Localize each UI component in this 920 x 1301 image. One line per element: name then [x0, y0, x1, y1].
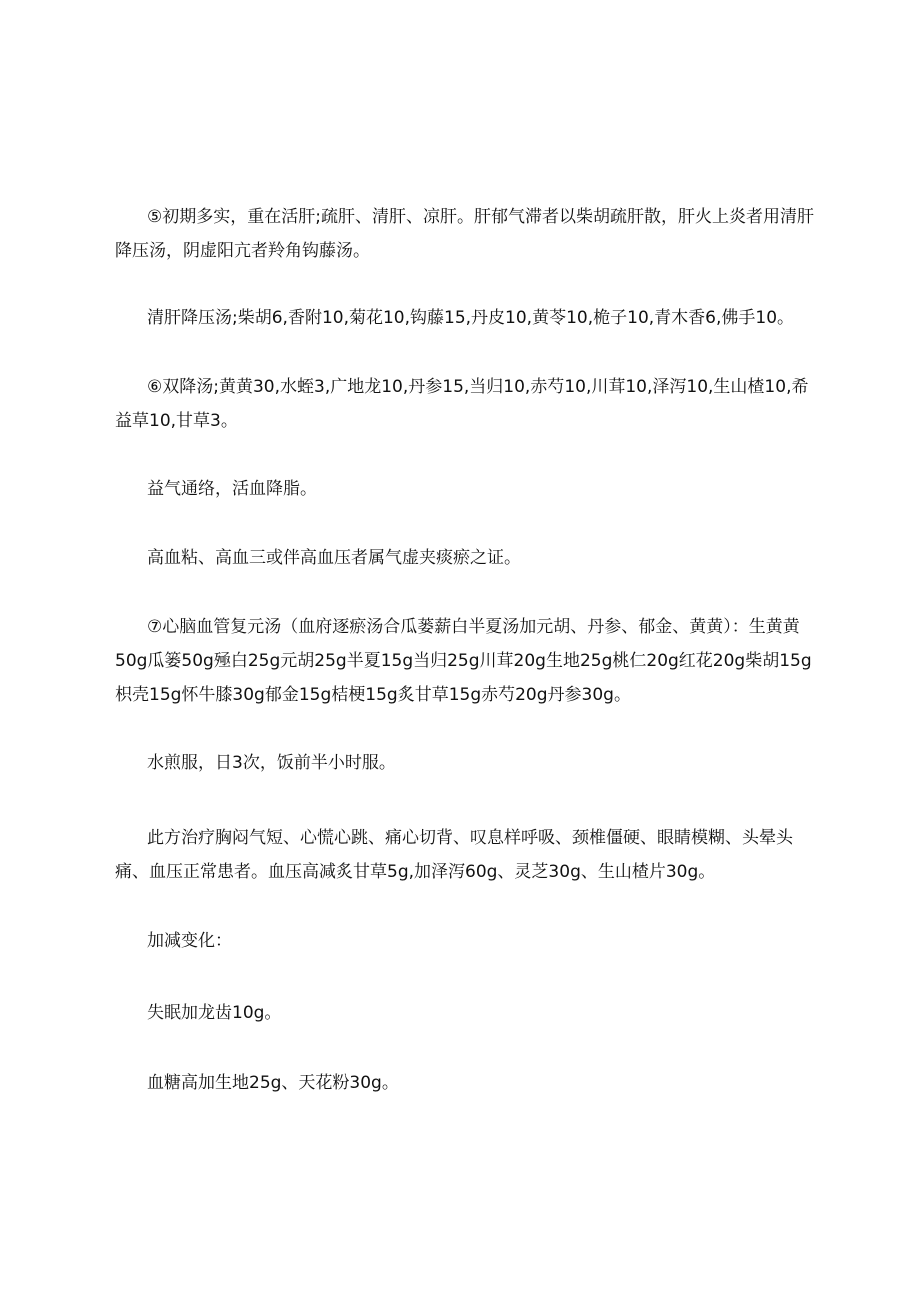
paragraph-qinggan-formula: 清肝降压汤;柴胡6,香附10,菊花10,钩藤15,丹皮10,黄苓10,桅子10,青木香6,佛手10。: [147, 308, 795, 328]
paragraph-usage: 水煎服，日3次，饭前半小时服。: [147, 753, 396, 773]
paragraph-insomnia: 失眠加龙齿10g。: [147, 1003, 282, 1023]
paragraph-blood-sugar: 血糖高加生地25g、天花粉30g。: [147, 1073, 399, 1093]
paragraph-shuangjiang-formula: ⑥双降汤;黄黄30,水蛭3,广地龙10,丹参15,当归10,赤芍10,川茸10,泽泻10,生山楂10,希益草10,甘草3。: [115, 377, 809, 431]
paragraph-treatment-scope: 此方治疗胸闷气短、心慌心跳、痛心切背、叹息样呼吸、颈椎僵硬、眼睛模糊、头晕头痛、血压正常患者。血压高减炙甘草5g,加泽泻60g、灵芝30g、生山楂片30g。: [115, 828, 793, 882]
paragraph-xinnao-formula: ⑦心脑血管复元汤（血府逐瘀汤合瓜蒌薪白半夏汤加元胡、丹参、郁金、黄黄）：生黄黄50g瓜篓50g殛白25g元胡25g半夏15g当归25g川茸20g生地25g桃仁20g红花20g柴胡15g枳壳15g怀牛膝30g郁金15g桔梗15g炙甘草15g赤芍20g丹参30g。: [115, 617, 812, 705]
paragraph-yiqi-tongluo: 益气通络，活血降脂。: [147, 479, 317, 499]
paragraph-qinggan-intro: ⑤初期多实，重在活肝;疏肝、清肝、凉肝。肝郁气滞者以柴胡疏肝散，肝火上炎者用清肝降压汤，阴虚阳亢者羚角钩藤汤。: [115, 207, 814, 261]
paragraph-modifications-heading: 加减变化：: [147, 931, 232, 951]
paragraph-indication: 高血粘、高血三或伴高血压者属气虚夹痰瘀之证。: [147, 548, 521, 568]
